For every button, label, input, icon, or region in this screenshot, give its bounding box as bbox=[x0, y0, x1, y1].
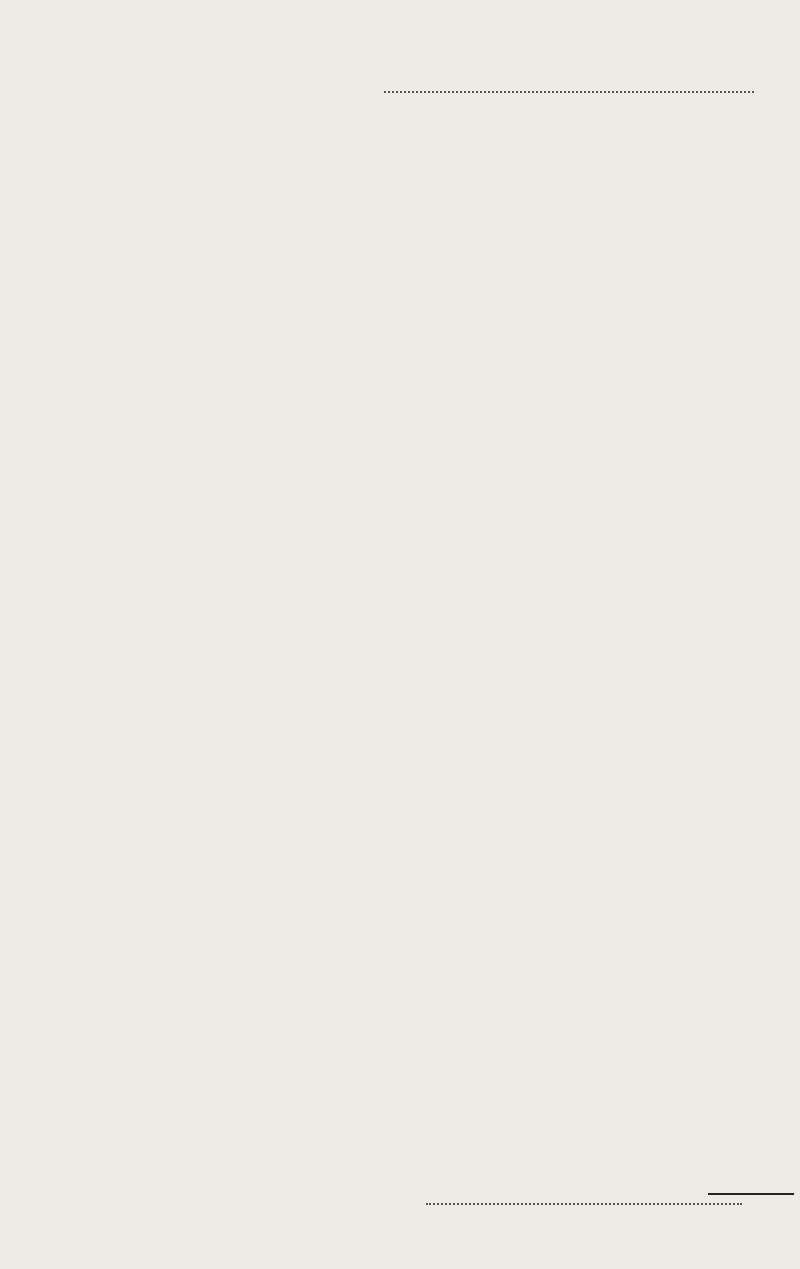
carried-over-list bbox=[130, 96, 794, 124]
dot-leader bbox=[426, 1203, 742, 1205]
carried-over-row bbox=[130, 96, 794, 124]
dot-leader bbox=[384, 91, 754, 93]
total-rule bbox=[708, 1193, 794, 1195]
page-footer bbox=[0, 1208, 800, 1236]
